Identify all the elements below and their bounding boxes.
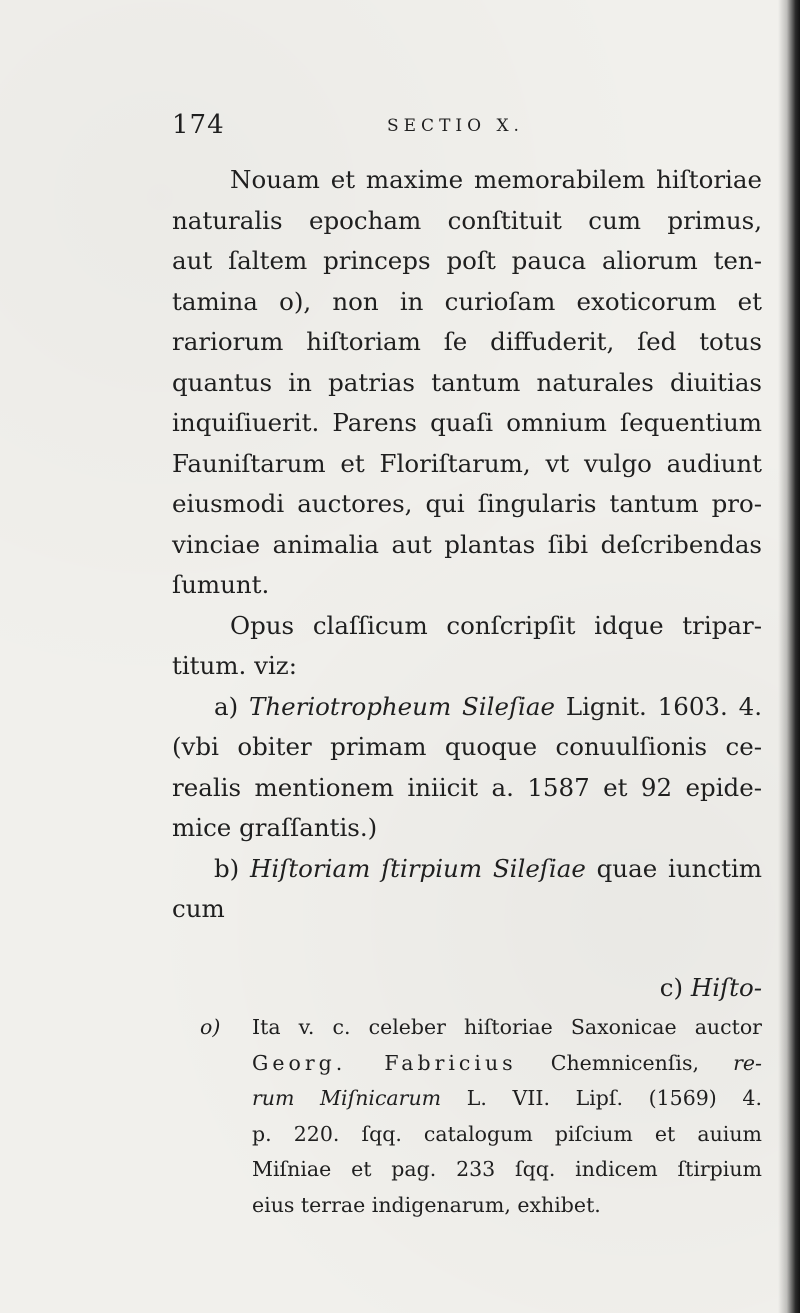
page-number: 174	[172, 110, 225, 140]
text-line: rariorum hiſtoriam ſe diffuderit, ſed totus	[172, 327, 762, 356]
footnote-text: Chemnicenſis,	[550, 1050, 700, 1075]
catchword-text: Hiſto-	[690, 973, 762, 1002]
footnote-line	[200, 1046, 762, 1082]
text-line: (vbi obiter primam quoque conuulſionis ce-	[172, 732, 762, 761]
text-line: inquiſiuerit. Parens quaſi omnium ſequentium	[172, 408, 762, 437]
author-name: Georg. Fabricius	[252, 1050, 517, 1075]
footnote-italic: rum Miſnicarum	[252, 1086, 442, 1110]
text-line: mice graſſantis.)	[172, 813, 378, 842]
footnote-line: eius terrae indigenarum, exhibet.	[252, 1192, 601, 1217]
footnote-line: p. 220. ſqq. catalogum piſcium et auium	[252, 1121, 762, 1146]
catchword	[172, 968, 762, 1008]
footnote-italic: re-	[733, 1050, 762, 1075]
text-line: vinciae animalia aut plantas ſibi deſcribendas	[172, 529, 762, 559]
text-line: Opus claſſicum conſcripſit idque tripar-	[230, 610, 762, 640]
text-line: aut ſaltem princeps poſt pauca aliorum ten-	[172, 246, 762, 275]
text-line: naturalis epocham conſtituit cum primus,	[172, 205, 762, 235]
item-marker: b)	[214, 853, 240, 883]
text-line: Fauniſtarum et Floriſtarum, vt vulgo audiunt	[172, 448, 762, 478]
running-head: SECTIO X.	[387, 116, 524, 136]
item-marker: a)	[214, 691, 239, 721]
text-line: quantus in patrias tantum naturales diuitias	[172, 367, 762, 397]
item-rest: Lignit. 1603. 4.	[565, 691, 762, 721]
text-line: titum. viz:	[172, 651, 297, 680]
text-line: Nouam et maxime memorabilem hiſtoriae	[230, 165, 762, 194]
text-line: ſumunt.	[172, 570, 270, 599]
footnote-line: Miſniae et pag. 233 ſqq. indicem ſtirpium	[252, 1157, 762, 1181]
footnote-line	[200, 1081, 762, 1117]
text-line: cum	[172, 894, 225, 923]
item-rest: quae iunctim	[596, 853, 763, 883]
page-header	[172, 110, 762, 150]
footnote	[200, 1010, 762, 1223]
text-line: tamina o), non in curioſam exoticorum et	[172, 286, 762, 316]
catchword-marker: c)	[659, 973, 684, 1002]
item-title: Hiſtoriam ſtirpium Sileſiae	[250, 853, 586, 883]
list-item-a	[172, 687, 762, 728]
footnote-line	[200, 1010, 762, 1046]
footnote-marker: o)	[200, 1015, 221, 1039]
text-line: eiusmodi auctores, qui ſingularis tantum pro-	[172, 489, 762, 518]
list-item-b	[172, 849, 762, 890]
footnote-text: Ita v. c. celeber hiſtoriae Saxonicae auctor	[252, 1015, 762, 1039]
binding-edge	[778, 0, 800, 1313]
text-line: realis mentionem iniicit a. 1587 et 92 epide-	[172, 772, 762, 802]
item-title: Theriotropheum Sileſiae	[249, 691, 555, 721]
footnote-text: L. VII. Lipſ. (1569) 4.	[466, 1086, 762, 1110]
main-text	[172, 160, 762, 930]
